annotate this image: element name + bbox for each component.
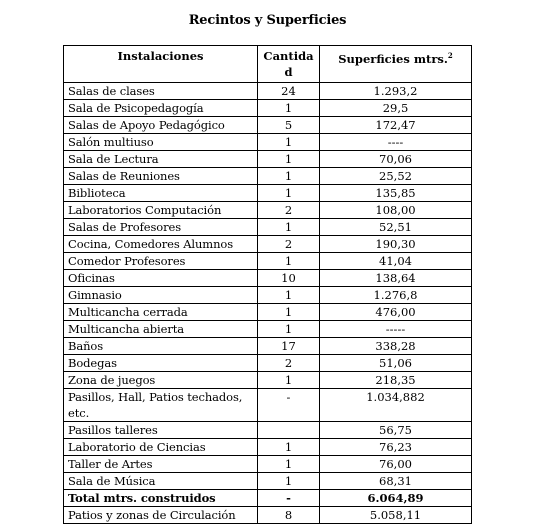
cell-area: 68,31 [320,473,472,490]
cell-installation: Salas de Reuniones [64,168,258,185]
cell-area: ----- [320,321,472,338]
cell-quantity: 5 [258,117,320,134]
table-row [64,372,472,389]
table-row [64,134,472,151]
cell-installation: Taller de Artes [64,456,258,473]
cell-area: 190,30 [320,236,472,253]
cell-area: 476,00 [320,304,472,321]
cell-area: 56,75 [320,422,472,439]
cell-installation: Laboratorio de Ciencias [64,439,258,456]
cell-quantity: 1 [258,456,320,473]
header-area-label: Superficies mtrs. [338,51,448,66]
header-area-superscript: 2 [447,51,453,60]
total-label: Total mtrs. construidos [64,490,258,507]
cell-installation: Comedor Profesores [64,253,258,270]
cell-quantity: 1 [258,372,320,389]
cell-installation: Multicancha abierta [64,321,258,338]
table-row [64,355,472,372]
table-row [64,473,472,490]
cell-quantity: 10 [258,270,320,287]
table-row [64,456,472,473]
cell-installation: Pasillos, Hall, Patios techados, etc. [64,389,258,422]
cell-area: 52,51 [320,219,472,236]
table-row [64,304,472,321]
cell-installation: Salón multiuso [64,134,258,151]
table-row [64,219,472,236]
table-total-row [64,490,472,507]
table-row [64,168,472,185]
header-installations: Instalaciones [64,46,258,83]
cell-quantity [258,422,320,439]
cell-area: 138,64 [320,270,472,287]
cell-quantity: 1 [258,321,320,338]
cell-quantity: 1 [258,185,320,202]
cell-installation: Cocina, Comedores Alumnos [64,236,258,253]
cell-installation: Multicancha cerrada [64,304,258,321]
cell-area: 218,35 [320,372,472,389]
cell-quantity: 8 [258,507,320,524]
table-row [64,338,472,355]
cell-area: ---- [320,134,472,151]
cell-quantity: - [258,389,320,422]
table-row [64,507,472,524]
total-quantity: - [258,490,320,507]
cell-area: 25,52 [320,168,472,185]
table-body [64,83,472,524]
cell-quantity: 1 [258,473,320,490]
table-row [64,185,472,202]
cell-installation: Gimnasio [64,287,258,304]
cell-installation: Sala de Lectura [64,151,258,168]
cell-installation: Sala de Psicopedagogía [64,100,258,117]
surfaces-table [63,45,472,524]
document-title: Recintos y Superficies [188,13,347,28]
cell-area: 135,85 [320,185,472,202]
table-row [64,270,472,287]
table-row [64,100,472,117]
header-area [320,46,472,83]
cell-installation: Baños [64,338,258,355]
cell-area: 1.293,2 [320,83,472,100]
cell-quantity: 1 [258,304,320,321]
cell-area: 1.276,8 [320,287,472,304]
cell-area: 70,06 [320,151,472,168]
cell-area: 172,47 [320,117,472,134]
cell-area: 1.034,882 [320,389,472,422]
table-row [64,202,472,219]
cell-area: 338,28 [320,338,472,355]
table-row [64,321,472,338]
cell-installation: Laboratorios Computación [64,202,258,219]
cell-quantity: 1 [258,100,320,117]
cell-quantity: 1 [258,134,320,151]
cell-quantity: 1 [258,168,320,185]
table-row [64,117,472,134]
cell-quantity: 1 [258,253,320,270]
table-row [64,287,472,304]
cell-quantity: 1 [258,287,320,304]
cell-installation: Bodegas [64,355,258,372]
cell-area: 51,06 [320,355,472,372]
table-row [64,236,472,253]
cell-area: 108,00 [320,202,472,219]
cell-area: 76,00 [320,456,472,473]
cell-quantity: 1 [258,439,320,456]
cell-quantity: 2 [258,236,320,253]
header-quantity: Cantidad [258,46,320,83]
cell-installation: Biblioteca [64,185,258,202]
table-row [64,253,472,270]
cell-installation: Oficinas [64,270,258,287]
cell-installation: Salas de Profesores [64,219,258,236]
cell-quantity: 17 [258,338,320,355]
table-row [64,83,472,100]
cell-area: 76,23 [320,439,472,456]
cell-installation: Zona de juegos [64,372,258,389]
table-row [64,422,472,439]
cell-quantity: 2 [258,202,320,219]
table-row [64,389,472,422]
cell-installation: Patios y zonas de Circulación [64,507,258,524]
table-row [64,439,472,456]
cell-area: 29,5 [320,100,472,117]
cell-quantity: 24 [258,83,320,100]
table-row [64,151,472,168]
cell-installation: Sala de Música [64,473,258,490]
total-area: 6.064,89 [320,490,472,507]
cell-installation: Salas de clases [64,83,258,100]
cell-quantity: 2 [258,355,320,372]
cell-installation: Salas de Apoyo Pedagógico [64,117,258,134]
cell-area: 41,04 [320,253,472,270]
cell-quantity: 1 [258,219,320,236]
cell-quantity: 1 [258,151,320,168]
cell-installation: Pasillos talleres [64,422,258,439]
cell-area: 5.058,11 [320,507,472,524]
table-header-row [64,46,472,83]
